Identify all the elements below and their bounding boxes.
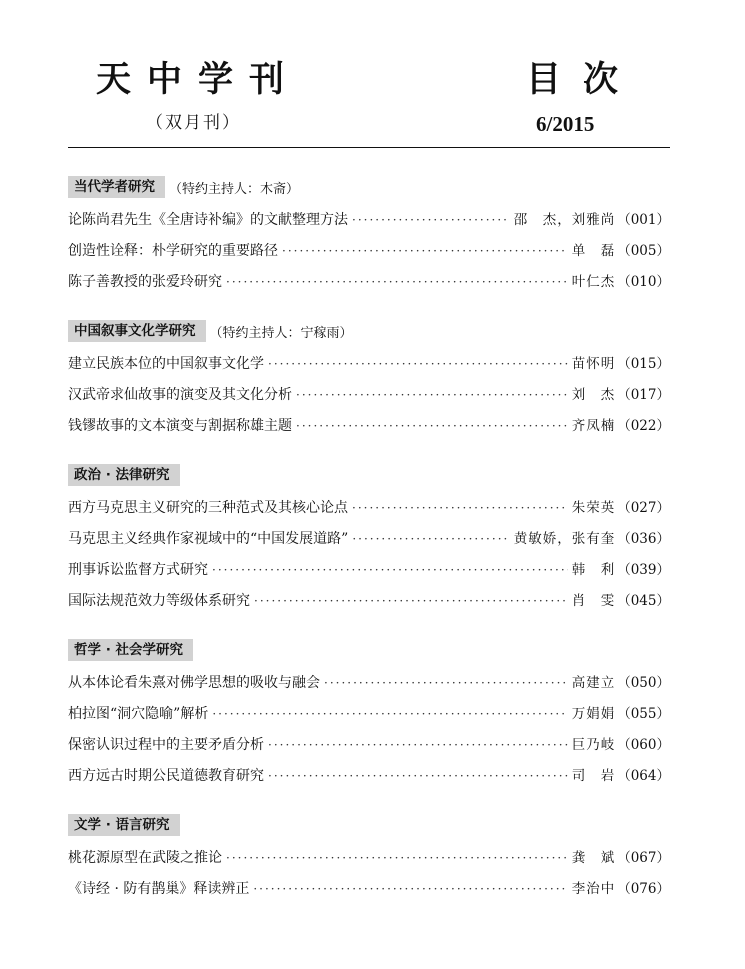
dot-leader (352, 205, 510, 236)
toc-entry[interactable] (68, 380, 670, 411)
section-header (68, 639, 670, 661)
journal-subtitle: （双月刊） (146, 113, 241, 133)
section-title: 哲学 · 社会学研究 (68, 639, 193, 661)
entry-page: （055） (617, 706, 670, 722)
section-title: 政治 · 法律研究 (68, 464, 180, 486)
entry-page: （017） (617, 387, 670, 403)
entry-title: 柏拉图“洞穴隐喻”解析 (68, 706, 209, 722)
toc-entry[interactable] (68, 236, 670, 267)
entry-author: 高建立 (571, 675, 616, 691)
entry-title: 马克思主义经典作家视域中的“中国发展道路” (68, 531, 349, 547)
toc-entry[interactable] (68, 524, 670, 555)
entry-author: 朱荣英 (571, 500, 616, 516)
entry-page: （010） (617, 274, 670, 290)
entry-author: 邵 杰，刘雅尚 (513, 212, 616, 228)
entry-title: 钱镠故事的文本演变与割据称雄主题 (68, 418, 292, 434)
entry-author: 巨乃岐 (571, 737, 616, 753)
entry-author: 肖 雯 (571, 593, 616, 609)
dot-leader (226, 267, 568, 298)
toc-entry[interactable] (68, 699, 670, 730)
entry-page: （064） (617, 768, 670, 784)
entry-author: 叶仁杰 (571, 274, 616, 290)
section-header (68, 814, 670, 836)
section-header (68, 464, 670, 486)
entry-title: 西方马克思主义研究的三种范式及其核心论点 (68, 500, 348, 516)
section-philosophy-sociology (68, 639, 670, 792)
dot-leader (352, 493, 568, 524)
section-host: （特约主持人：木斋） (169, 181, 300, 197)
entry-page: （060） (617, 737, 670, 753)
toc-entry[interactable] (68, 586, 670, 617)
entry-author: 李治中 (571, 881, 616, 897)
dot-leader (212, 555, 568, 586)
toc-entry[interactable] (68, 555, 670, 586)
entry-page: （001） (617, 212, 670, 228)
toc-entry[interactable] (68, 730, 670, 761)
toc-entry[interactable] (68, 874, 670, 905)
toc-entry[interactable] (68, 267, 670, 298)
entry-page: （022） (617, 418, 670, 434)
dot-leader (324, 668, 568, 699)
toc-entry[interactable] (68, 761, 670, 792)
dot-leader (226, 843, 568, 874)
entry-title: 刑事诉讼监督方式研究 (68, 562, 208, 578)
dot-leader (282, 236, 568, 267)
entry-author: 龚 斌 (571, 850, 616, 866)
section-title: 文学 · 语言研究 (68, 814, 180, 836)
toc-entry[interactable] (68, 668, 670, 699)
entry-page: （027） (617, 500, 670, 516)
entry-title: 西方远古时期公民道德教育研究 (68, 768, 264, 784)
dot-leader (268, 730, 568, 761)
toc-entry[interactable] (68, 349, 670, 380)
entry-author: 韩 利 (571, 562, 616, 578)
dot-leader (212, 699, 567, 730)
dot-leader (253, 874, 567, 905)
entry-title: 创造性诠释：朴学研究的重要路径 (68, 243, 278, 259)
entry-title: 陈子善教授的张爱玲研究 (68, 274, 222, 290)
entry-title: 保密认识过程中的主要矛盾分析 (68, 737, 264, 753)
dot-leader (352, 524, 509, 555)
entry-page: （067） (617, 850, 670, 866)
issue-number: 6/2015 (536, 112, 595, 136)
entry-author: 齐凤楠 (571, 418, 616, 434)
section-title: 中国叙事文化学研究 (68, 320, 206, 342)
section-host: （特约主持人：宁稼雨） (209, 325, 353, 341)
entry-title: 国际法规范效力等级体系研究 (68, 593, 250, 609)
entry-page: （005） (617, 243, 670, 259)
section-contemporary-scholars (68, 176, 670, 298)
entry-author: 万娟娟 (571, 706, 616, 722)
entry-title: 汉武帝求仙故事的演变及其文化分析 (68, 387, 292, 403)
dot-leader (254, 586, 568, 617)
entry-author: 单 磊 (571, 243, 616, 259)
entry-author: 刘 杰 (571, 387, 616, 403)
entry-page: （050） (617, 675, 670, 691)
toc-entry[interactable] (68, 493, 670, 524)
entry-title: 《诗经 · 防有鹊巢》释读辨正 (68, 881, 250, 897)
journal-title: 天中学刊 (96, 60, 301, 100)
entry-page: （015） (617, 356, 670, 372)
entry-page: （045） (617, 593, 670, 609)
entry-title: 桃花源原型在武陵之推论 (68, 850, 222, 866)
entry-page: （039） (617, 562, 670, 578)
dot-leader (296, 380, 568, 411)
dot-leader (268, 761, 568, 792)
entry-author: 黄敏娇，张有奎 (513, 531, 616, 547)
section-title: 当代学者研究 (68, 176, 165, 198)
section-header (68, 176, 670, 198)
entry-page: （036） (617, 531, 670, 547)
header-rule (68, 147, 670, 148)
entry-author: 苗怀明 (571, 356, 616, 372)
section-narrative-culture (68, 320, 670, 442)
toc-entry[interactable] (68, 411, 670, 442)
section-header (68, 320, 670, 342)
section-politics-law (68, 464, 670, 617)
entry-title: 论陈尚君先生《全唐诗补编》的文献整理方法 (68, 212, 348, 228)
toc-entry[interactable] (68, 843, 670, 874)
dot-leader (296, 411, 568, 442)
entry-page: （076） (617, 881, 670, 897)
table-of-contents (68, 176, 670, 927)
entry-title: 从本体论看朱熹对佛学思想的吸收与融会 (68, 675, 320, 691)
toc-title: 目次 (526, 60, 641, 100)
section-literature-language (68, 814, 670, 905)
entry-author: 司 岩 (571, 768, 616, 784)
toc-entry[interactable] (68, 205, 670, 236)
dot-leader (268, 349, 568, 380)
entry-title: 建立民族本位的中国叙事文化学 (68, 356, 264, 372)
